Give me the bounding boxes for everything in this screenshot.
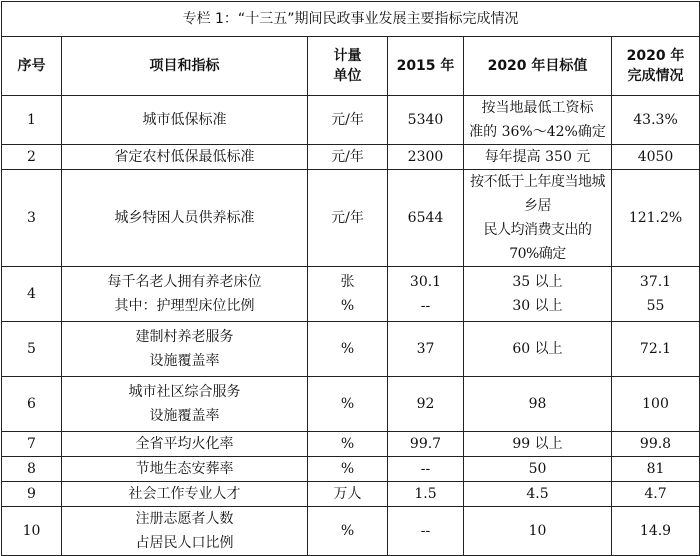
- cell-item: [62, 507, 308, 556]
- cell-item-line2: 设施覆盖率: [149, 353, 220, 369]
- cell-unit: [308, 267, 388, 322]
- cell-item: 城乡特困人员供养标准: [62, 170, 308, 267]
- cell-2015: --: [388, 507, 464, 556]
- table-row: [2, 96, 700, 145]
- table-row: [2, 267, 700, 322]
- cell-seq: 8: [2, 457, 62, 482]
- cell-seq: 3: [2, 170, 62, 267]
- cell-unit: %: [308, 457, 388, 482]
- cell-seq: 2: [2, 145, 62, 170]
- cell-unit-line1: 张: [340, 274, 355, 290]
- cell-unit: %: [308, 507, 388, 556]
- cell-seq: 7: [2, 432, 62, 457]
- cell-2015: 5340: [388, 96, 464, 145]
- cell-unit: %: [308, 322, 388, 377]
- cell-done: 121.2%: [612, 170, 700, 267]
- table-row: [2, 432, 700, 457]
- header-2020-done: [612, 37, 700, 96]
- header-done-line1: 2020 年: [626, 48, 685, 64]
- cell-2015: 1.5: [388, 482, 464, 507]
- cell-unit: 万人: [308, 482, 388, 507]
- cell-target: 99 以上: [464, 432, 612, 457]
- cell-item: 省定农村低保最低标准: [62, 145, 308, 170]
- cell-unit: %: [308, 432, 388, 457]
- cell-item: 社会工作专业人才: [62, 482, 308, 507]
- cell-2015-line1: 30.1: [409, 274, 442, 290]
- cell-2015: 37: [388, 322, 464, 377]
- table-title: 专栏 1：“十三五”期间民政事业发展主要指标完成情况: [2, 2, 700, 37]
- header-done-line2: 完成情况: [627, 68, 684, 84]
- cell-item-line1: 建制村养老服务: [135, 329, 234, 345]
- cell-target: 50: [464, 457, 612, 482]
- indicator-table: [1, 1, 700, 556]
- cell-2015: 99.7: [388, 432, 464, 457]
- cell-done-line1: 37.1: [639, 274, 672, 290]
- cell-unit: 元/年: [308, 145, 388, 170]
- header-2015: 2015 年: [388, 37, 464, 96]
- cell-item: [62, 267, 308, 322]
- cell-item-line2: 设施覆盖率: [149, 408, 220, 424]
- cell-target: 4.5: [464, 482, 612, 507]
- cell-target: 10: [464, 507, 612, 556]
- cell-target: [464, 96, 612, 145]
- cell-unit: %: [308, 377, 388, 432]
- header-2020-target: 2020 年目标值: [464, 37, 612, 96]
- table-row: [2, 145, 700, 170]
- table-row: [2, 482, 700, 507]
- cell-target: 98: [464, 377, 612, 432]
- cell-2015: 6544: [388, 170, 464, 267]
- cell-target-line2: 30 以上: [512, 298, 563, 314]
- cell-item: 城市低保标准: [62, 96, 308, 145]
- cell-item: 全省平均火化率: [62, 432, 308, 457]
- cell-unit: 元/年: [308, 96, 388, 145]
- cell-2015: 92: [388, 377, 464, 432]
- header-item: 项目和指标: [62, 37, 308, 96]
- cell-item-line2: 其中：护理型床位比例: [114, 298, 255, 314]
- document-page: [1, 1, 699, 551]
- cell-done: 72.1: [612, 322, 700, 377]
- header-unit-line2: 单位: [333, 68, 362, 84]
- cell-target-line2: 民人均消费支出的 70%确定: [483, 222, 592, 262]
- cell-seq: 9: [2, 482, 62, 507]
- cell-item: [62, 322, 308, 377]
- cell-target: 60 以上: [464, 322, 612, 377]
- cell-item-line1: 注册志愿者人数: [135, 511, 234, 527]
- cell-unit-line2: %: [340, 298, 355, 314]
- cell-target: [464, 267, 612, 322]
- cell-item-line2: 占居民人口比例: [135, 535, 234, 551]
- cell-2015: 2300: [388, 145, 464, 170]
- cell-done: [612, 267, 700, 322]
- cell-item: 节地生态安葬率: [62, 457, 308, 482]
- cell-target-line1: 按当地最低工资标: [481, 100, 594, 116]
- cell-target: [464, 170, 612, 267]
- table-row: [2, 170, 700, 267]
- table-row: [2, 322, 700, 377]
- cell-done: 4050: [612, 145, 700, 170]
- header-unit: [308, 37, 388, 96]
- cell-target-line2: 准的 36%～42%确定: [469, 124, 606, 140]
- cell-done: 81: [612, 457, 700, 482]
- cell-done: 4.7: [612, 482, 700, 507]
- table-row: [2, 507, 700, 556]
- cell-seq: 5: [2, 322, 62, 377]
- cell-target-line1: 35 以上: [512, 274, 563, 290]
- cell-done: 99.8: [612, 432, 700, 457]
- header-seq: 序号: [2, 37, 62, 96]
- cell-2015: --: [388, 457, 464, 482]
- cell-item-line1: 城市社区综合服务: [128, 384, 241, 400]
- cell-2015-line2: --: [420, 298, 431, 314]
- cell-done: 43.3%: [612, 96, 700, 145]
- cell-done-line2: 55: [646, 298, 665, 314]
- cell-seq: 6: [2, 377, 62, 432]
- table-row: [2, 457, 700, 482]
- cell-done: 100: [612, 377, 700, 432]
- cell-target-line1: 按不低于上年度当地城乡居: [470, 174, 605, 214]
- cell-seq: 10: [2, 507, 62, 556]
- table-row: [2, 377, 700, 432]
- cell-unit: 元/年: [308, 170, 388, 267]
- cell-item-line1: 每千名老人拥有养老床位: [107, 274, 262, 290]
- cell-seq: 4: [2, 267, 62, 322]
- cell-2015: [388, 267, 464, 322]
- header-unit-line1: 计量: [333, 48, 362, 64]
- header-row: [2, 37, 700, 96]
- cell-seq: 1: [2, 96, 62, 145]
- cell-done: 14.9: [612, 507, 700, 556]
- cell-item: [62, 377, 308, 432]
- cell-target: 每年提高 350 元: [464, 145, 612, 170]
